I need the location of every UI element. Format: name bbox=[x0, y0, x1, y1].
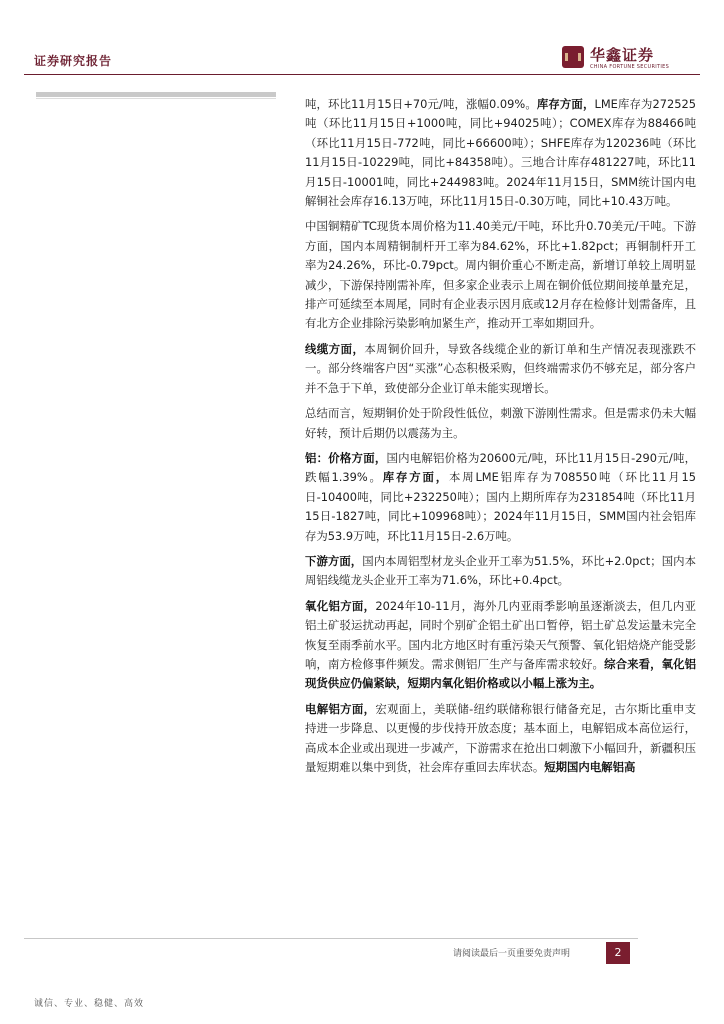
header-divider bbox=[24, 74, 700, 75]
report-header-label: 证券研究报告 bbox=[34, 54, 113, 68]
disclaimer-note: 请阅读最后一页重要免责声明 bbox=[453, 949, 571, 959]
left-column-band bbox=[36, 92, 276, 97]
paragraph-aluminum-downstream: 下游方面，国内本周铝型材龙头企业开工率为51.5%，环比+2.0pct；国内本周铝线缆龙头企业开工率为71.6%，环比+0.4pct。 bbox=[305, 553, 696, 588]
paragraph-alumina: 氧化铝方面，2024年10-11月，海外几内亚雨季影响虽逐渐淡去，但几内亚铝土矿驳运扰动再起，同时个别矿企铝土矿出口暂停，铝土矿总发运量未完全恢复至雨季前水平。国内北方地区时有重污染天气预警、氧化铝焙烧产能受影响，南方检修事件频发。需求侧铝厂生产与备库需求较好。综合来看，氧化铝现货供应仍偏紧缺，短期内氧化铝价格或以小幅上涨为主。 bbox=[305, 598, 696, 691]
paragraph-electrolytic-aluminum: 电解铝方面，宏观面上，美联储-纽约联储称银行储备充足，古尔斯比重申支持进一步降息、以更慢的步伐持开放态度；基本面上，电解铝成本高位运行，高成本企业或出现进一步减产，下游需求在抢出口刺激下小幅回升，新疆积压量短期难以集中到货，社会库存重回去库状态。短期国内电解铝高 bbox=[305, 701, 696, 774]
paragraph-copper-inventory: 吨，环比11月15日+70元/吨，涨幅0.09%。库存方面，LME库存为272525吨（环比11月15日+1000吨，同比+94025吨）；COMEX库存为88466吨（环比11月15日-772吨，同比+66600吨）；SHFE库存为120236吨（环比11月15日-10229吨，同比+84358吨）。三地合计库存481227吨，环比11月15日-10001吨，同比+244983吨。2024年11月15日，SMM统计国内电解铜社会库存16.13万吨，环比11月15日-0.30万吨，同比+10.43万吨。 bbox=[305, 97, 696, 209]
left-column-band-line bbox=[36, 98, 276, 99]
paragraph-copper-tc-downstream: 中国铜精矿TC现货本周价格为11.40美元/干吨，环比升0.70美元/干吨。下游方面，国内本周精铜制杆开工率为84.62%，环比+1.82pct；再铜制杆开工率为24.26%，环比-0.79pct。周内铜价重心不断走高，新增订单较上周明显减少，下游保持刚需补库，但多家企业表示上周在铜价低位期间接单量充足，排产可延续至本周尾，同时有企业表示因月底或12月存在检修计划需备库，且有北方企业排除污染影响加紧生产，推动开工率如期回升。 bbox=[305, 219, 696, 331]
page-number: 2 bbox=[606, 942, 630, 964]
footer-slogan: 诚信、专业、稳健、高效 bbox=[34, 999, 145, 1009]
paragraph-cable: 线缆方面，本周铜价回升，导致各线缆企业的新订单和生产情况表现涨跌不一。部分终端客户因“买涨”心态积极采购，但终端需求仍不够充足，部分客户并不急于下单，致使部分企业订单未能实现增长。 bbox=[305, 341, 696, 395]
company-logo bbox=[562, 44, 692, 74]
footer-divider bbox=[24, 938, 638, 939]
paragraph-aluminum-price: 铝：价格方面，国内电解铝价格为20600元/吨，环比11月15日-290元/吨，跌幅1.39%。库存方面，本周LME铝库存为708550吨（环比11月15日-10400吨，同比+232250吨）；国内上期所库存为231854吨（环比11月15日-1827吨，同比+109968吨）；2024年11月15日，SMM国内社会铝库存为53.9万吨，环比11月15日-2.6万吨。 bbox=[305, 450, 696, 543]
report-body bbox=[305, 95, 696, 783]
logo-name-cn: 华鑫证券 bbox=[590, 46, 655, 64]
logo-name-en: CHINA FORTUNE SECURITIES bbox=[590, 64, 670, 70]
logo-mark-icon bbox=[562, 46, 584, 68]
paragraph-copper-summary: 总结而言，短期铜价处于阶段性低位，刺激下游刚性需求。但是需求仍未大幅好转，预计后期仍以震荡为主。 bbox=[305, 406, 696, 440]
